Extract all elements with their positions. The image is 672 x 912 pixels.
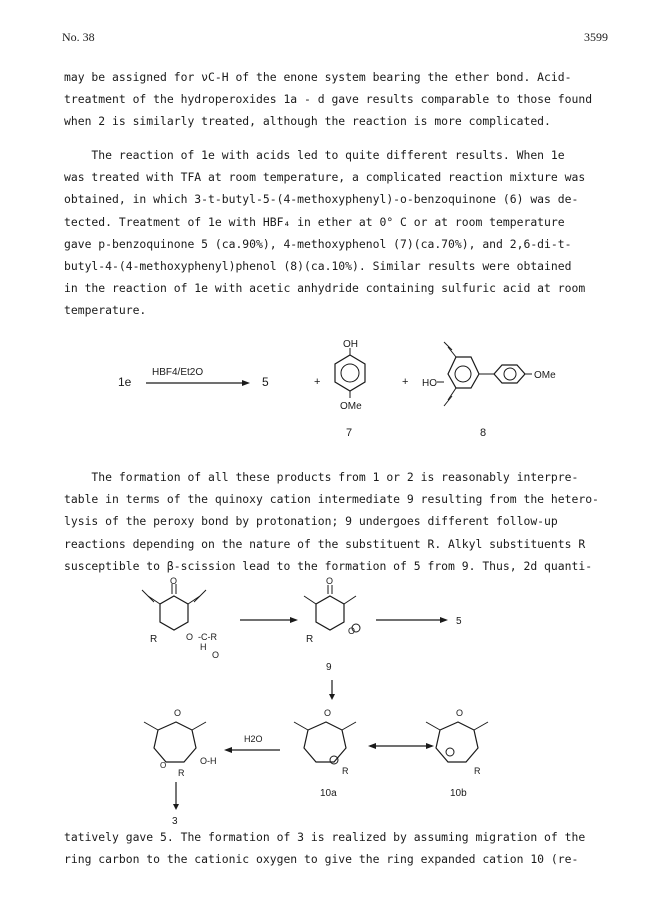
journal-issue: No. 38 bbox=[62, 30, 95, 44]
svg-text:H: H bbox=[200, 642, 207, 652]
text-line: was treated with TFA at room temperature, a complicated reaction mixture was bbox=[64, 170, 586, 185]
paragraph-3 bbox=[64, 466, 624, 577]
compound-label-10b: 10b bbox=[450, 788, 467, 799]
product-label-3: 3 bbox=[172, 816, 178, 827]
text-line: ring carbon to the cationic oxygen to give the ring expanded cation 10 (re- bbox=[64, 852, 579, 867]
ome-label: OMe bbox=[534, 370, 556, 381]
text-line: The reaction of 1e with acids led to quite different results. When 1e bbox=[64, 148, 565, 162]
svg-text:O: O bbox=[170, 576, 178, 586]
reaction-scheme-1 bbox=[100, 338, 620, 450]
cation-10a-structure bbox=[294, 708, 356, 776]
methoxyphenol-structure bbox=[335, 339, 365, 412]
text-line: The formation of all these products from 1 or 2 is reasonably interpre- bbox=[64, 470, 579, 484]
reaction-scheme-2 bbox=[120, 576, 620, 836]
text-line: in the reaction of 1e with acetic anhydride containing sulfuric acid at room bbox=[64, 281, 586, 296]
svg-text:O: O bbox=[324, 708, 332, 718]
page-number: 3599 bbox=[584, 30, 608, 44]
arrowhead bbox=[173, 804, 179, 810]
ring-expanded-hydroxy-structure bbox=[144, 708, 217, 778]
svg-text:O: O bbox=[160, 761, 167, 770]
oh-label: OH bbox=[343, 339, 358, 350]
compound-label-7: 7 bbox=[346, 427, 353, 439]
text-line: butyl-4-(4-methoxyphenyl)phenol (8)(ca.10%). Similar results were obtained bbox=[64, 259, 572, 274]
svg-text:R: R bbox=[306, 634, 314, 645]
text-line: reactions depending on the nature of the substituent R. Alkyl substituents R bbox=[64, 536, 586, 551]
arrowhead bbox=[368, 743, 376, 749]
text-line: tatively gave 5. The formation of 3 is realized by assuming migration of the bbox=[64, 830, 586, 844]
compound-label-9: 9 bbox=[326, 662, 332, 673]
paragraph-1 bbox=[64, 66, 624, 133]
cation-9-structure bbox=[304, 576, 360, 645]
svg-text:O: O bbox=[456, 708, 464, 718]
product-label-5: 5 bbox=[456, 616, 462, 627]
text-line: treatment of the hydroperoxides 1a - d gave results comparable to those found bbox=[64, 92, 593, 107]
plus-sign: + bbox=[402, 376, 409, 388]
svg-text:O: O bbox=[348, 626, 356, 636]
compound-label-8: 8 bbox=[480, 427, 487, 439]
plus-sign: + bbox=[314, 376, 321, 388]
peroxyester-structure bbox=[142, 576, 219, 660]
svg-text:O: O bbox=[186, 632, 194, 642]
ho-label: HO bbox=[422, 378, 437, 389]
text-line: temperature. bbox=[64, 303, 147, 318]
text-line: susceptible to β-scission lead to the formation of 5 from 9. Thus, 2d quanti- bbox=[64, 558, 593, 573]
ome-label: OMe bbox=[340, 401, 362, 412]
arrowhead bbox=[426, 743, 434, 749]
reagent-label: HBF4/Et2O bbox=[152, 367, 204, 378]
text-line: table in terms of the quinoxy cation intermediate 9 resulting from the hetero- bbox=[64, 492, 599, 507]
arrowhead bbox=[242, 380, 250, 386]
biphenyl-structure bbox=[422, 342, 556, 406]
svg-text:O: O bbox=[326, 576, 334, 586]
text-line: gave p-benzoquinone 5 (ca.90%), 4-methoxyphenol (7)(ca.70%), and 2,6-di-t- bbox=[64, 236, 572, 251]
cation-10b-structure bbox=[426, 708, 488, 776]
text-line: may be assigned for νC-H of the enone system bearing the ether bond. Acid- bbox=[64, 70, 572, 84]
text-line: lysis of the peroxy bond by protonation; 9 undergoes different follow-up bbox=[64, 514, 558, 529]
water-label: H2O bbox=[244, 734, 263, 744]
svg-text:R: R bbox=[178, 768, 185, 778]
arrowhead bbox=[290, 617, 298, 623]
text-line: tected. Treatment of 1e with HBF₄ in ether at 0° C or at room temperature bbox=[64, 214, 565, 229]
arrowhead bbox=[224, 747, 232, 753]
svg-text:R: R bbox=[474, 766, 481, 776]
svg-text:O: O bbox=[174, 708, 182, 718]
paragraph-4 bbox=[64, 826, 624, 870]
svg-text:-C-R: -C-R bbox=[198, 632, 217, 642]
text-line: when 2 is similarly treated, although the reaction is more complicated. bbox=[64, 114, 551, 129]
svg-text:R: R bbox=[150, 634, 158, 645]
svg-text:O: O bbox=[212, 650, 220, 660]
compound-label-10a: 10a bbox=[320, 788, 337, 799]
arrowhead bbox=[329, 694, 335, 700]
text-line: obtained, in which 3-t-butyl-5-(4-methoxyphenyl)-o-benzoquinone (6) was de- bbox=[64, 192, 579, 207]
arrowhead bbox=[440, 617, 448, 623]
svg-text:O-H: O-H bbox=[200, 756, 217, 766]
paragraph-2 bbox=[64, 144, 624, 322]
product-label-5: 5 bbox=[262, 375, 269, 389]
reactant-label-1e: 1e bbox=[118, 375, 132, 389]
svg-text:R: R bbox=[342, 766, 349, 776]
